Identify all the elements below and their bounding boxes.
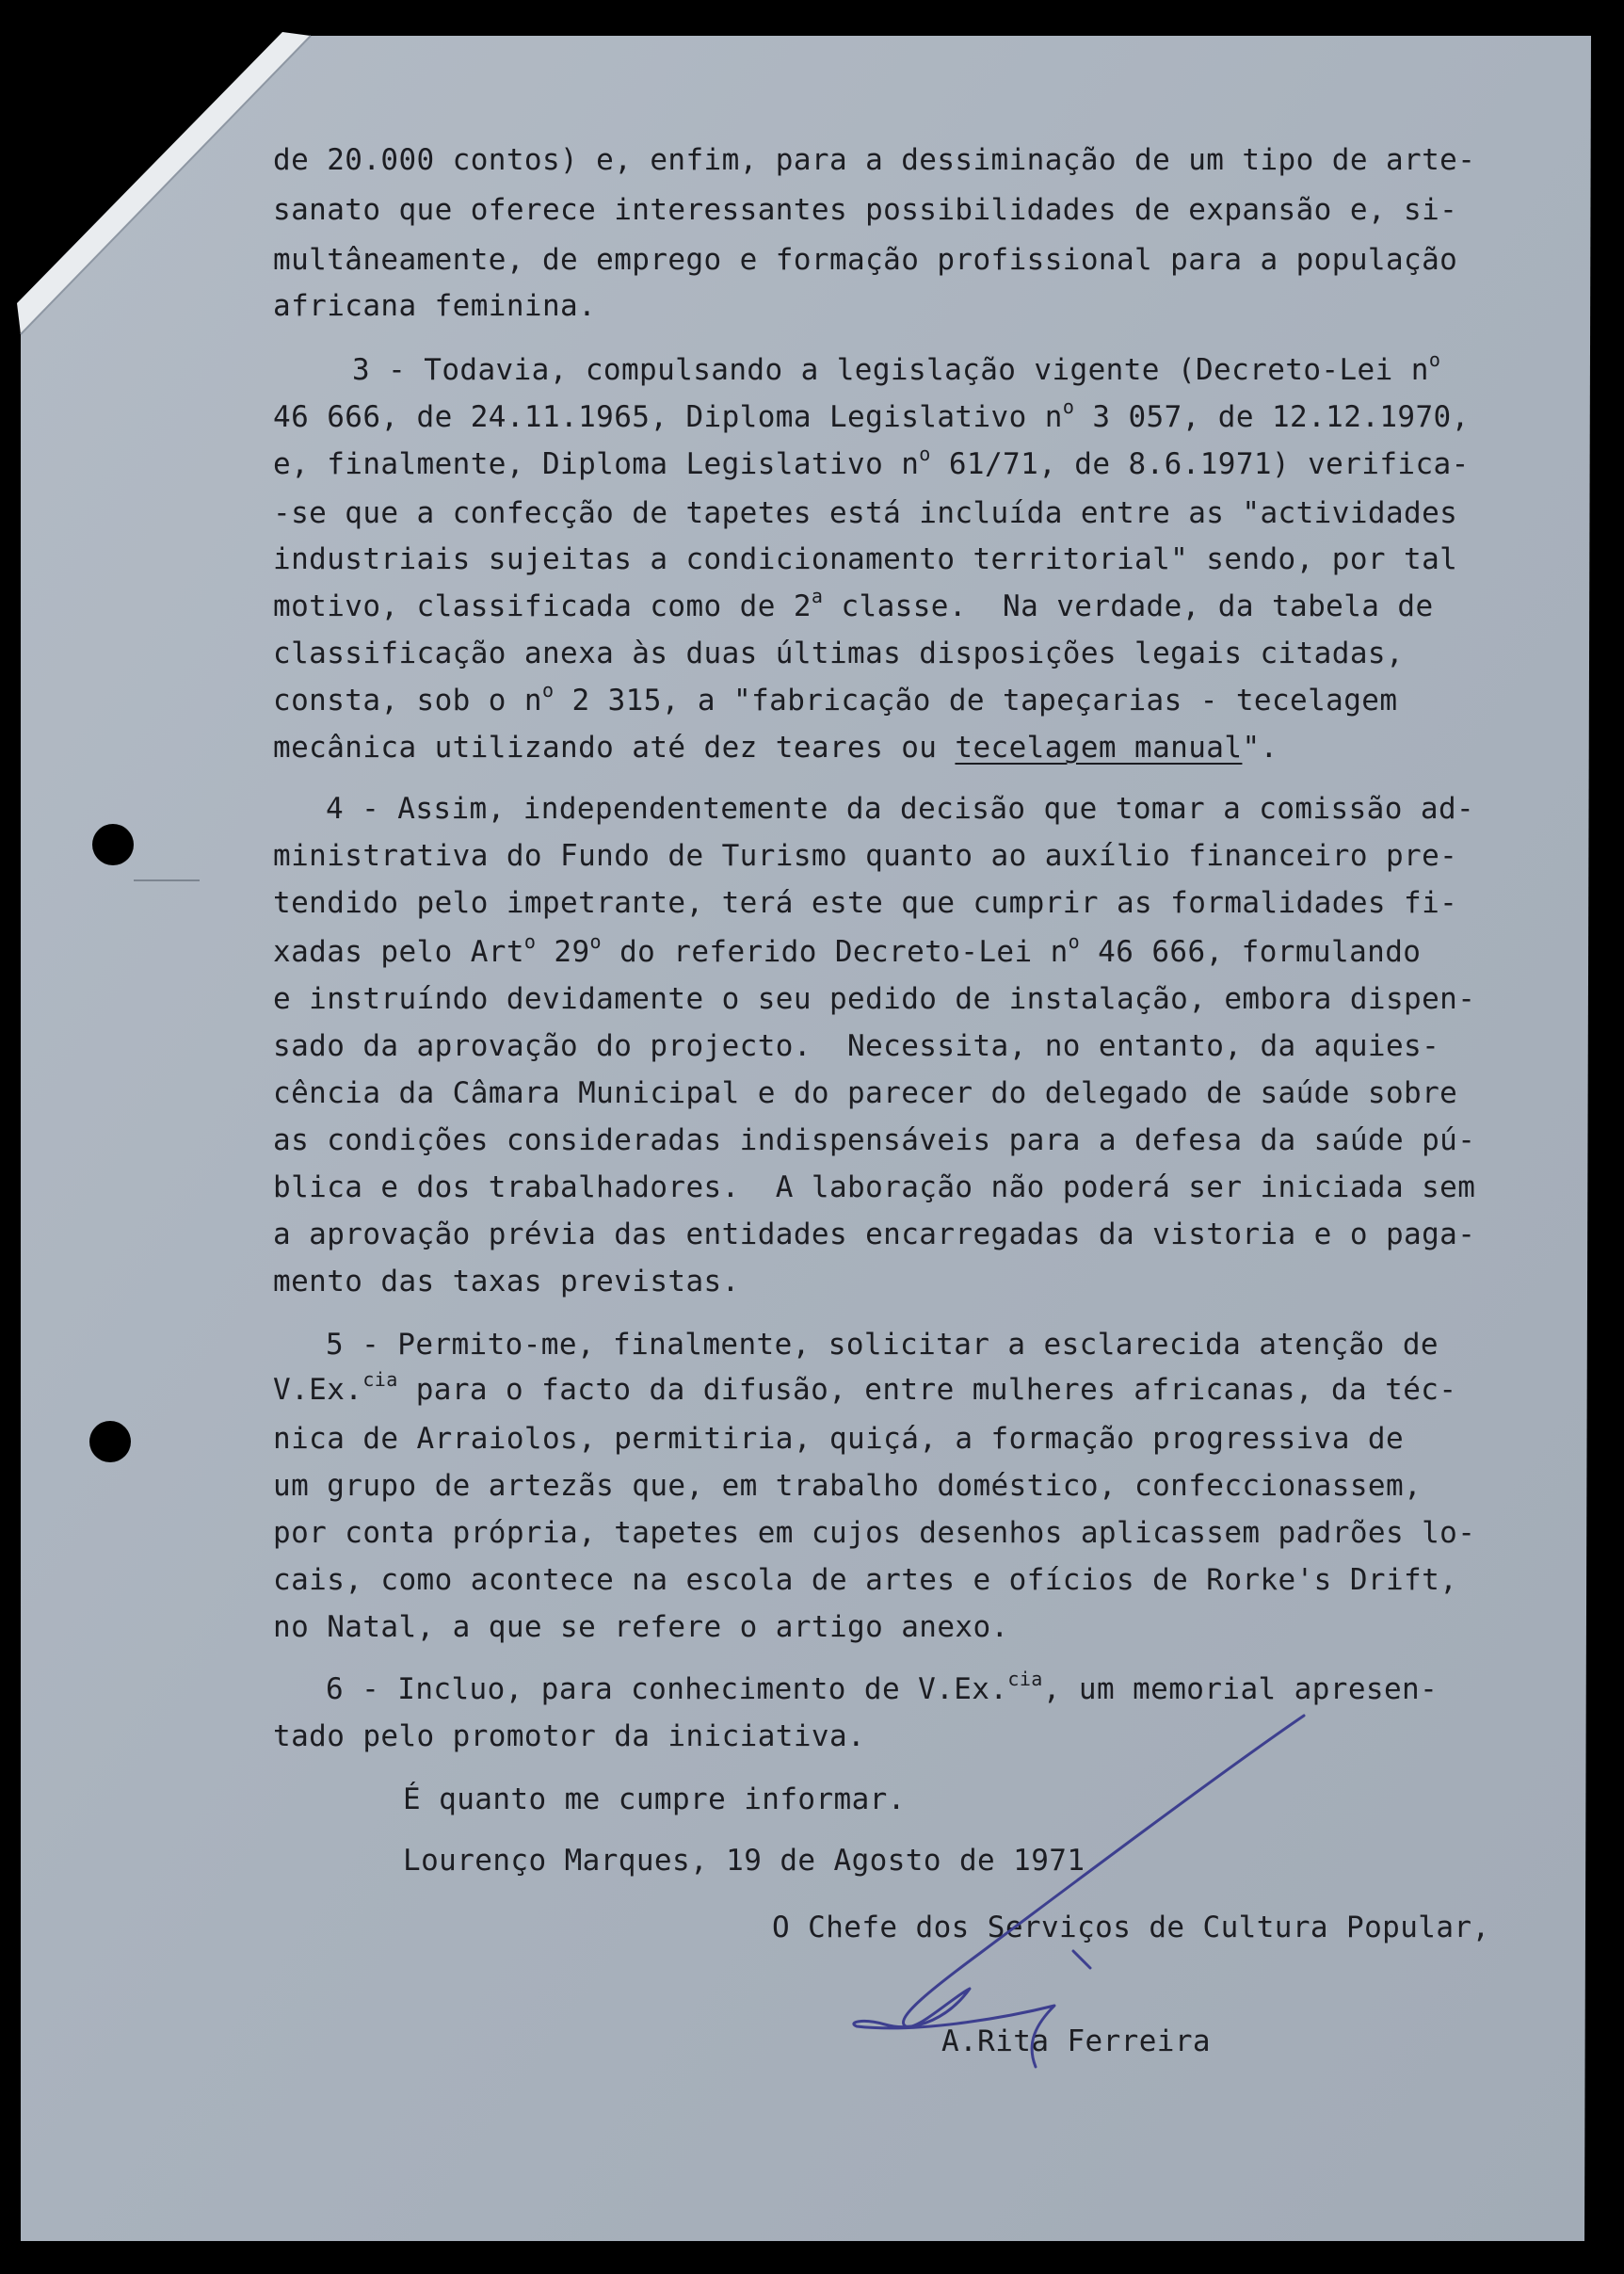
closing-statement: É quanto me cumpre informar. [403,1782,906,1816]
paragraph-4-line-2: ministrativa do Fundo de Turismo quanto ao auxílio financeiro pre- [273,839,1458,873]
paragraph-4-line-4: xadas pelo Art$^o$ 29$^o$ do referido Decreto-Lei $n^o$ 46 666, formulando [273,930,1422,969]
paragraph-6-line-2: tado pelo promotor da iniciativa. [273,1719,866,1753]
paragraph-4-line-3: tendido pelo impetrante, terá este que cumprir as formalidades fi- [273,886,1458,920]
paragraph-5-line-3: nica de Arraiolos, permitiria, quiçá, a formação progressiva de [273,1422,1405,1456]
paragraph-1-line-3: multâneamente, de emprego e formação profissional para a população [273,243,1458,277]
paragraph-6-line-1: 6 - Incluo, para conhecimento de V.Ex.$^{cia}$, um memorial apresen- [326,1668,1439,1706]
paragraph-5-line-7: no Natal, a que se refere o artigo anexo. [273,1610,1009,1644]
signature-stroke-dash [1073,1951,1090,1968]
paragraph-4-line-6: sado da aprovação do projecto. Necessita, no entanto, da aquies- [273,1029,1440,1063]
paragraph-1-line-1: de 20.000 contos) e, enfim, para a dessiminação de um tipo de arte- [273,143,1476,177]
paragraph-3-line-9: mecânica utilizando até dez teares ou tecelagem manual". [273,731,1278,765]
paragraph-4-line-9: blica e dos trabalhadores. A laboração não poderá ser iniciada sem [273,1170,1476,1204]
place-and-date: Lourenço Marques, 19 de Agosto de 1971 [403,1844,1085,1878]
paragraph-3-line-7: classificação anexa às duas últimas disposições legais citadas, [273,637,1405,670]
paragraph-4-line-7: cência da Câmara Municipal e do parecer do delegado de saúde sobre [273,1076,1458,1110]
paragraph-5-line-4: um grupo de artezãs que, em trabalho doméstico, confeccionassem, [273,1469,1423,1503]
paragraph-5-line-2: V.Ex.$^{cia}$ para o facto da difusão, entre mulheres africanas, da téc- [273,1368,1457,1407]
paragraph-5-line-1: 5 - Permito-me, finalmente, solicitar a esclarecida atenção de [326,1328,1439,1362]
paragraph-4-line-10: a aprovação prévia das entidades encarregadas da vistoria e o paga- [273,1218,1476,1251]
signature-stroke-main [854,1716,1304,2067]
paragraph-1-line-2: sanato que oferece interessantes possibilidades de expansão e, si- [273,193,1458,227]
paragraph-3-line-1: 3 - Todavia, compulsando a legislação vigente (Decreto-Lei $n^o$ [352,348,1441,387]
paragraph-3-line-3: e, finalmente, Diploma Legislativo $n^o$ 61/71, de 8.6.1971) verifica- [273,443,1470,481]
underlined-phrase: tecelagem manual [955,731,1243,765]
paragraph-5-line-5: por conta própria, tapetes em cujos desenhos aplicassem padrões lo- [273,1516,1476,1550]
paragraph-3-line-6: motivo, classificada como de 2$^a$ classe. Na verdade, da tabela de [273,585,1434,623]
paragraph-3-line-2: 46 666, de 24.11.1965, Diploma Legislativo $n^o$ 3 057, de 12.12.1970, [273,395,1470,434]
paragraph-4-line-11: mento das taxas previstas. [273,1265,740,1298]
paragraph-3-line-8: consta, sob o $n^o$ 2 315, a "fabricação de tapeçarias - tecelagem [273,679,1398,718]
paragraph-3-line-5: industriais sujeitas a condicionamento territorial" sendo, por tal [273,542,1458,576]
paragraph-4-line-5: e instruíndo devidamente o seu pedido de instalação, embora dispen- [273,982,1476,1016]
paragraph-5-line-6: cais, como acontece na escola de artes e ofícios de Rorke's Drift, [273,1563,1458,1597]
paragraph-1-line-4: africana feminina. [273,289,597,323]
signer-title: O Chefe dos Serviços de Cultura Popular, [772,1911,1490,1944]
signer-name: A.Rita Ferreira [941,2024,1211,2058]
paragraph-4-line-1: 4 - Assim, independentemente da decisão que tomar a comissão ad- [326,792,1475,826]
paragraph-3-line-4: -se que a confecção de tapetes está incluída entre as "actividades [273,496,1458,530]
paragraph-4-line-8: as condições consideradas indispensáveis para a defesa da saúde pú- [273,1123,1476,1157]
